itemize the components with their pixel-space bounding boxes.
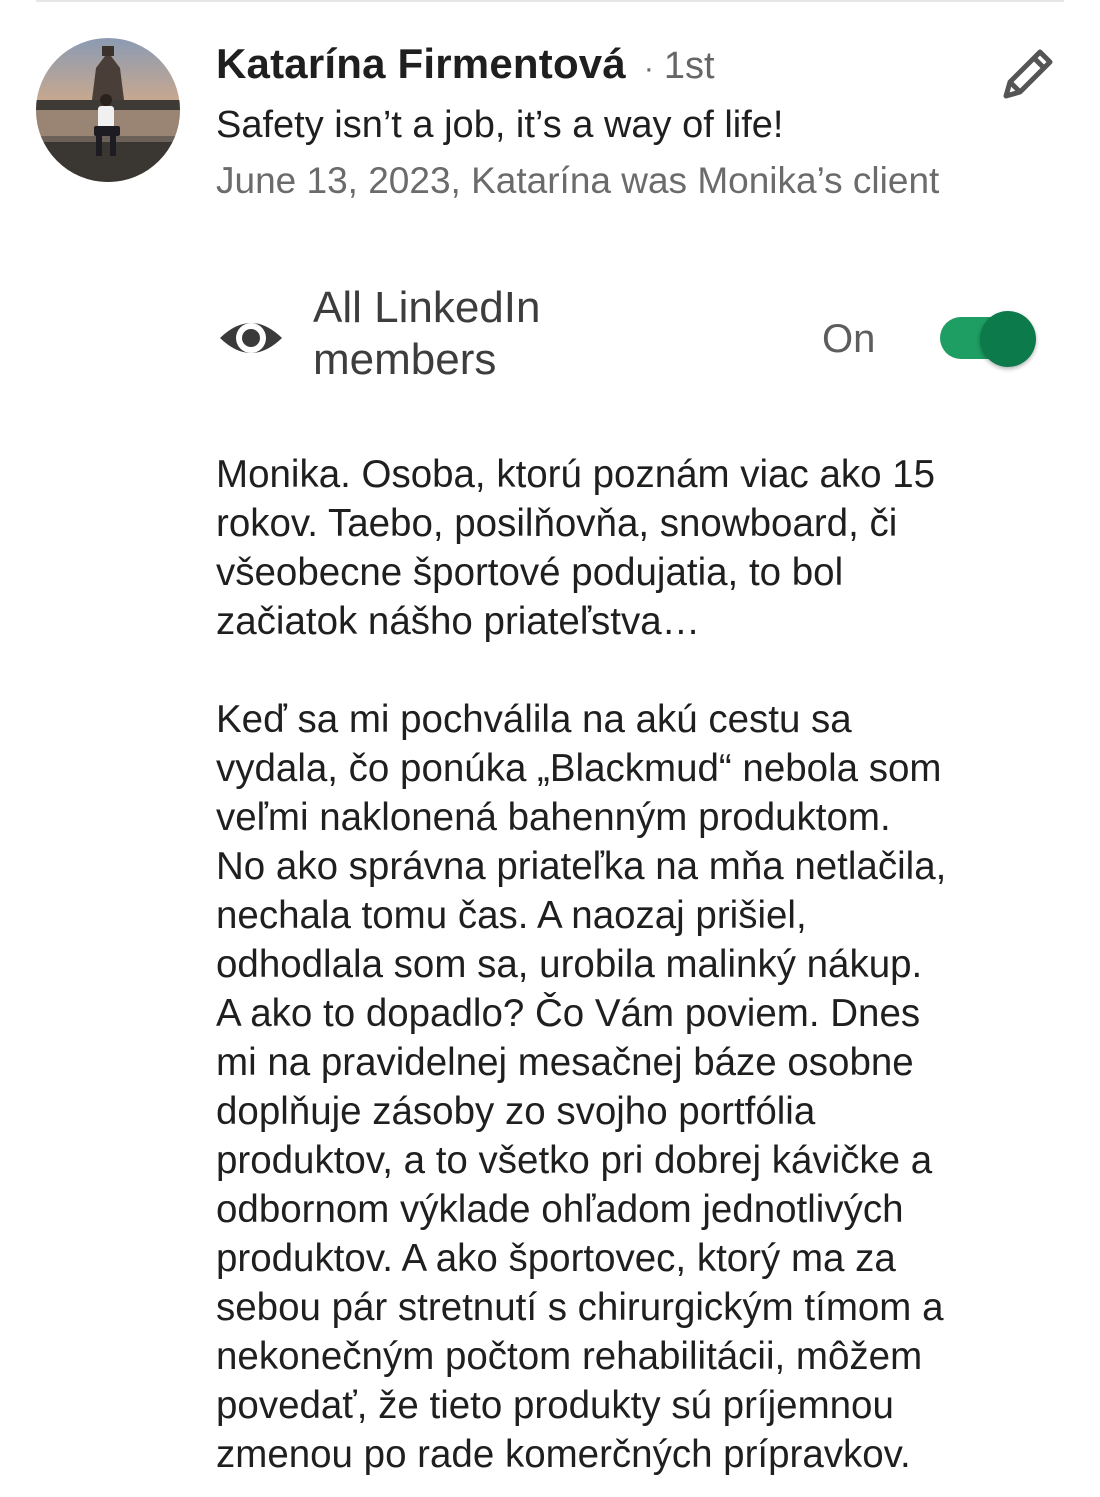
visibility-label: All LinkedIn members: [313, 283, 541, 384]
eye-icon: [216, 308, 286, 368]
top-divider: [36, 0, 1064, 2]
toggle-thumb[interactable]: [980, 311, 1036, 367]
visibility-toggle[interactable]: [940, 311, 1036, 365]
recommendation-header: [216, 40, 976, 206]
recommendation-paragraph: Keď sa mi pochválila na akú cestu sa vydala, čo ponúka „Blackmud“ nebola som veľmi naklonená bahenným produktom. No ako správna priateľka na mňa netlačila, nechala tomu čas. A naozaj prišiel, odhodlala som sa, urobila malinký nákup. A ako to dopadlo? Čo Vám poviem. Dnes mi na pravidelnej mesačnej báze osobne doplňuje zásoby zo svojho portfólia produktov, a to všetko pri dobrej kávičke a odbornom výklade ohľadom jednotlivých produktov. A ako športovec, ktorý ma za sebou pár stretnutí s chirurgickým tímom a nekonečným počtom rehabilitácii, môžem povedať, že tieto produkty sú príjemnou zmenou po rade komerčných prípravkov.: [216, 698, 947, 1476]
edit-button[interactable]: [992, 40, 1062, 110]
author-headline: Safety isn’t a job, it’s a way of life!: [216, 104, 784, 146]
name-row: [216, 40, 976, 88]
recommendation-meta: June 13, 2023, Katarína was Monika’s client: [216, 160, 940, 201]
author-avatar[interactable]: [36, 38, 180, 182]
author-name[interactable]: Katarína Firmentová: [216, 40, 626, 87]
recommendation-text: [216, 450, 1086, 1479]
connection-degree: 1st: [663, 45, 715, 87]
name-separator: ·: [643, 52, 654, 85]
toggle-state-label: On: [822, 317, 876, 361]
visibility-setting: [216, 282, 1046, 392]
pencil-icon: [996, 44, 1058, 106]
recommendation-paragraph: Monika. Osoba, ktorú poznám viac ako 15 rokov. Taebo, posilňovňa, snowboard, či všeobecne športové podujatia, to bol začiatok nášho priateľstva…: [216, 453, 936, 643]
